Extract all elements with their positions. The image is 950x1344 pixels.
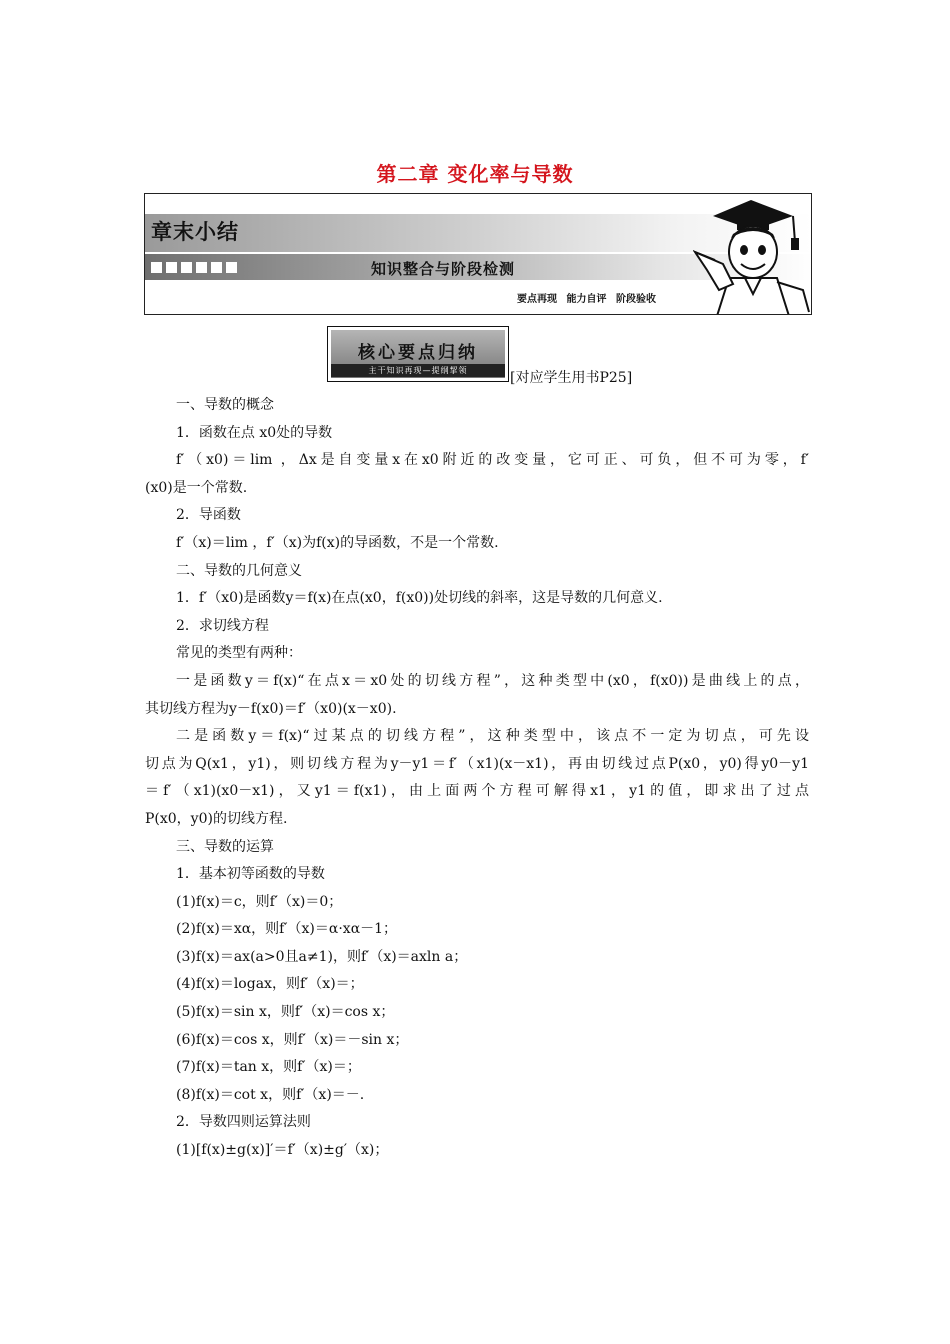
paragraph-line: 其切线方程为y－f(x0)＝f′（x0)(x－x0).	[145, 700, 397, 717]
paragraph-line: 1．f′（x0)是函数y＝f(x)在点(x0，f(x0))处切线的斜率，这是导数的几何意义.	[176, 590, 663, 607]
paragraph-line: 切点为Q(x1，y1)，则切线方程为y－y1＝f′（x1)(x－x1)，再由切线过点P(x0，y0)得y0－y1	[145, 755, 809, 772]
banner-title: 章末小结	[151, 220, 239, 244]
paragraph-line: f′（x0)＝lim ，Δx是自变量x在x0附近的改变量，它可正、可负，但不可为零，f′	[176, 452, 809, 469]
formula-line: (4)f(x)＝logax，则f′（x)＝；	[176, 976, 364, 993]
formula-line: (7)f(x)＝tan x，则f′（x)＝；	[176, 1059, 361, 1076]
section-heading: 二、导数的几何意义	[176, 562, 302, 579]
formula-line: (6)f(x)＝cos x，则f′（x)＝－sin x；	[176, 1031, 409, 1048]
banner-tags: 要点再现 能力自评 阶段验收	[517, 294, 656, 305]
key-points-title: 核心要点归纳	[358, 343, 478, 363]
chapter-banner	[144, 193, 812, 315]
paragraph-line: 二是函数y＝f(x)“过某点的切线方程”，这种类型中，该点不一定为切点，可先设	[176, 728, 809, 745]
key-points-badge	[327, 326, 509, 382]
section-heading: 一、导数的概念	[176, 397, 274, 413]
mascot-graduate-icon	[693, 194, 812, 315]
banner-squares	[151, 262, 237, 273]
book-reference: [对应学生用书P25]	[510, 370, 633, 386]
paragraph-line: ＝f′（x1)(x0－x1)，又y1＝f(x1)，由上面两个方程可解得x1，y1的值，即求出了过点	[145, 783, 809, 800]
subsection-heading: 2．导数四则运算法则	[176, 1114, 311, 1131]
paragraph-line: P(x0，y0)的切线方程.	[145, 810, 288, 827]
formula-line: (2)f(x)＝xα，则f′（x)＝α·xα－1；	[176, 921, 398, 938]
subsection-heading: 1．基本初等函数的导数	[176, 866, 325, 883]
formula-line: (1)f(x)＝c，则f′（x)＝0；	[176, 893, 343, 910]
paragraph-line: f′（x)＝lim ，f′（x)为f(x)的导函数，不是一个常数.	[176, 534, 499, 551]
subsection-heading: 2．导函数	[176, 507, 241, 524]
key-points-subtitle: 主干知识再现—提纲挈领	[331, 364, 505, 377]
formula-line: (1)[f(x)±g(x)]′＝f′（x)±g′（x)；	[176, 1142, 389, 1159]
subsection-heading: 1．函数在点 x0处的导数	[176, 424, 333, 441]
paragraph-line: (x0)是一个常数.	[145, 479, 248, 496]
page-title: 第二章 变化率与导数	[376, 162, 574, 186]
formula-line: (3)f(x)＝ax(a>0且a≠1)，则f′（x)＝axln a；	[176, 948, 468, 965]
formula-line: (5)f(x)＝sin x，则f′（x)＝cos x；	[176, 1004, 395, 1021]
section-heading: 三、导数的运算	[176, 838, 274, 855]
paragraph-line: 常见的类型有两种：	[176, 645, 302, 662]
banner-subtitle: 知识整合与阶段检测	[371, 260, 516, 278]
paragraph-line: 一是函数y＝f(x)“在点x＝x0处的切线方程”，这种类型中(x0，f(x0))是曲线上的点，	[176, 672, 809, 689]
subsection-heading: 2．求切线方程	[176, 617, 269, 634]
formula-line: (8)f(x)＝cot x，则f′（x)＝－.	[176, 1086, 365, 1103]
body-text	[145, 392, 809, 1165]
